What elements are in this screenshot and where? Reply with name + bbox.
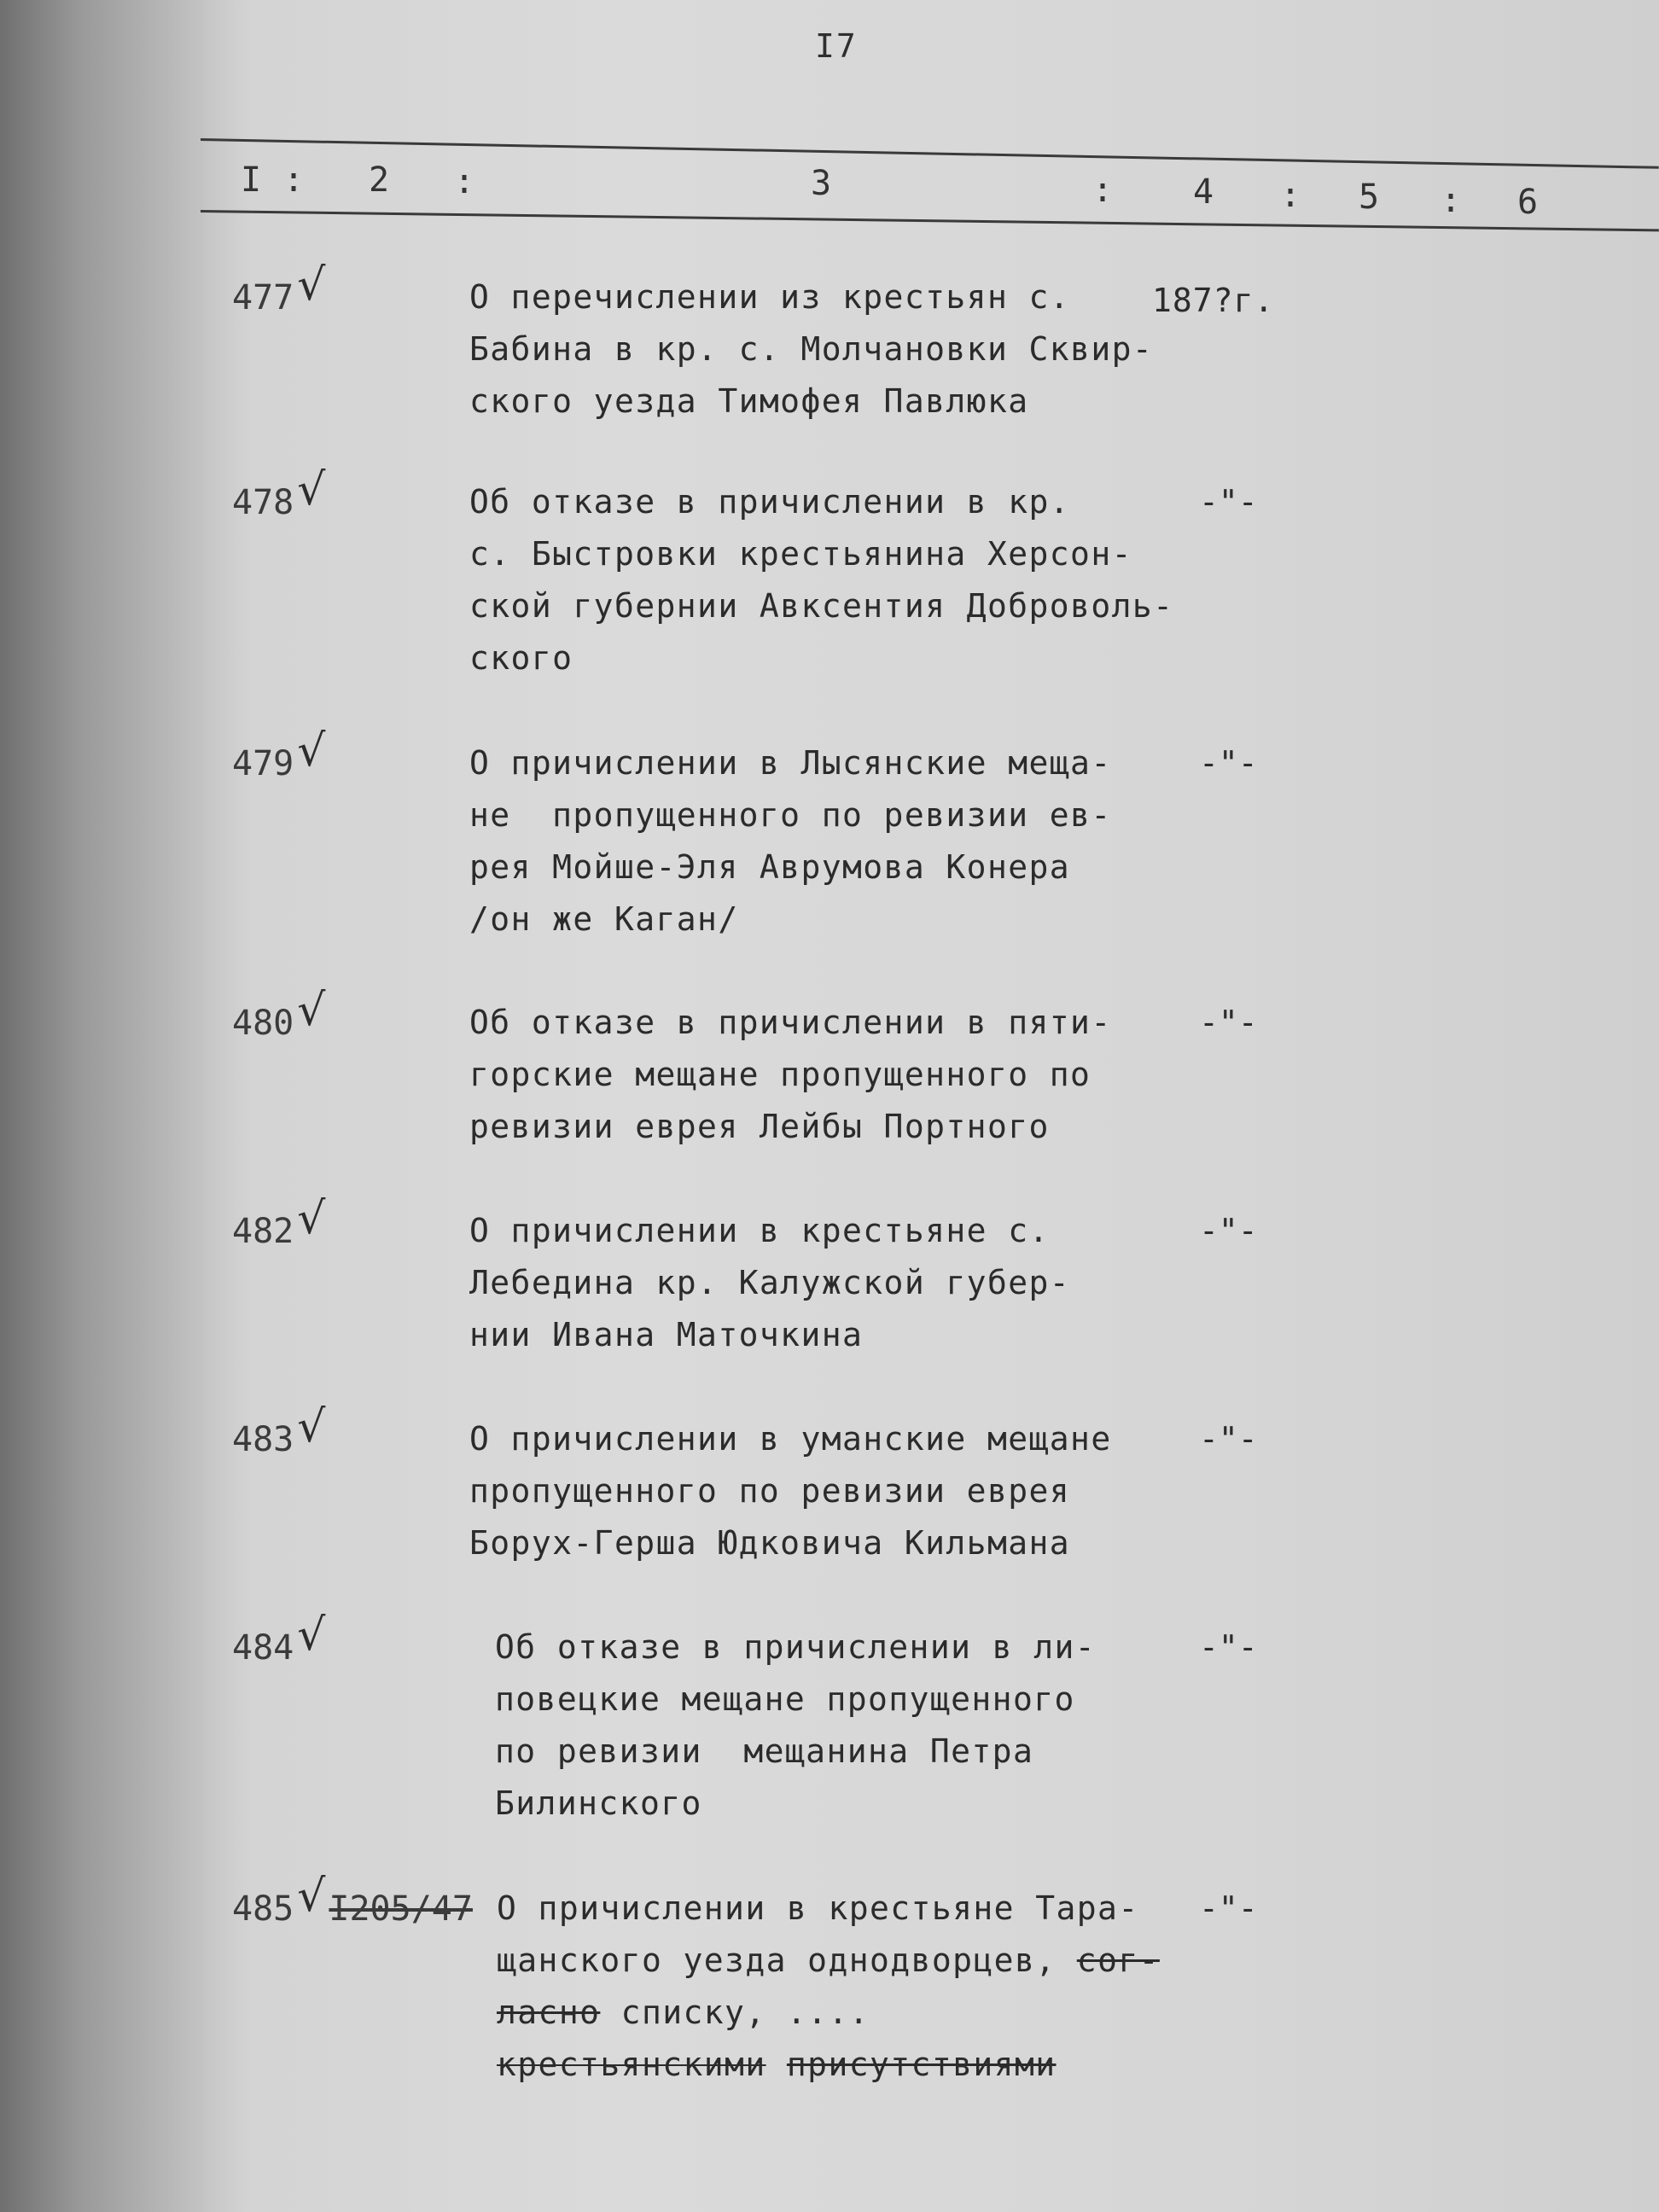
entry-description: Об отказе в причислении в ли- повецкие мещане пропущенного по ревизии мещанина Петра Билинского — [495, 1628, 1097, 1822]
struck-text: сог- — [1076, 1941, 1160, 1979]
checkmark-icon: √ — [297, 464, 326, 515]
entry-number: 484 √ — [232, 1610, 326, 1668]
struck-text: присутствиями — [786, 2046, 1057, 2083]
page-number: I7 — [815, 27, 858, 65]
entry-number: 478 √ — [232, 464, 326, 522]
col-header-6: 6 — [1517, 183, 1539, 222]
checkmark-icon: √ — [297, 1871, 326, 1922]
entry-number: 482 √ — [232, 1193, 326, 1251]
col-header-3: 3 — [811, 164, 832, 203]
line-text: крестьянскими — [497, 2046, 766, 2083]
col-separator: : — [454, 162, 475, 201]
entry-description: О перечислении из крестьян с. Бабина в кр. с. Молчановки Сквир- ского уезда Тимофея Павлюка — [469, 278, 1154, 420]
col-separator: : — [283, 160, 305, 200]
col-header-4: 4 — [1193, 172, 1214, 212]
ditto-mark: -"- — [1199, 483, 1258, 521]
ditto-mark: -"- — [1199, 1889, 1258, 1927]
ditto-mark: -"- — [1199, 1212, 1258, 1249]
ditto-mark: -"- — [1199, 1420, 1258, 1458]
checkmark-icon: √ — [297, 985, 326, 1036]
entry-description: О причислении в Лысянские меща- не пропущенного по ревизии ев- рея Мойше-Эля Аврумова Конера /он же Каган/ — [469, 744, 1112, 938]
col-header-5: 5 — [1359, 178, 1380, 217]
entry-number: 477 √ — [232, 259, 326, 317]
col-separator: : — [1441, 181, 1462, 220]
entry-description: Об отказе в причислении в пяти- горские мещане пропущенного по ревизии еврея Лейбы Портного — [469, 1004, 1112, 1145]
entry-number: 485 √ I205/47 — [232, 1871, 473, 1929]
ditto-mark: -"- — [1199, 744, 1258, 782]
entry-year: 187?г. — [1152, 282, 1275, 319]
entry-number: 483 √ — [232, 1401, 326, 1459]
struck-reference-number: I205/47 — [329, 1889, 473, 1929]
checkmark-icon: √ — [297, 725, 326, 777]
col-header-1: I — [241, 160, 262, 200]
entry-description: О причислении в крестьяне с. Лебедина кр. Калужской губер- нии Ивана Маточкина — [469, 1212, 1071, 1353]
entry-description: Об отказе в причислении в кр. с. Быстровки крестьянина Херсон- ской губернии Авксентия Доброволь- ского — [469, 483, 1174, 677]
entry-description: О причислении в крестьяне Тара- щанского уезда однодворцев, сог- ласно списку, .... крестьянскими присутствиями — [497, 1889, 1160, 2083]
entry-number: 479 √ — [232, 725, 326, 783]
book-spine-shadow — [0, 0, 205, 2212]
ditto-mark: -"- — [1199, 1004, 1258, 1041]
col-separator: : — [1280, 176, 1301, 215]
col-separator: : — [1092, 171, 1114, 210]
entry-description: О причислении в уманские мещане пропущенного по ревизии еврея Борух-Герша Юдковича Кильмана — [469, 1420, 1112, 1562]
entry-number: 480 √ — [232, 985, 326, 1043]
ditto-mark: -"- — [1199, 1628, 1258, 1666]
struck-text: ласно — [497, 1994, 601, 2031]
checkmark-icon: √ — [297, 1401, 326, 1452]
checkmark-icon: √ — [297, 1610, 326, 1661]
checkmark-icon: √ — [297, 259, 326, 311]
checkmark-icon: √ — [297, 1193, 326, 1244]
col-header-2: 2 — [369, 160, 390, 200]
